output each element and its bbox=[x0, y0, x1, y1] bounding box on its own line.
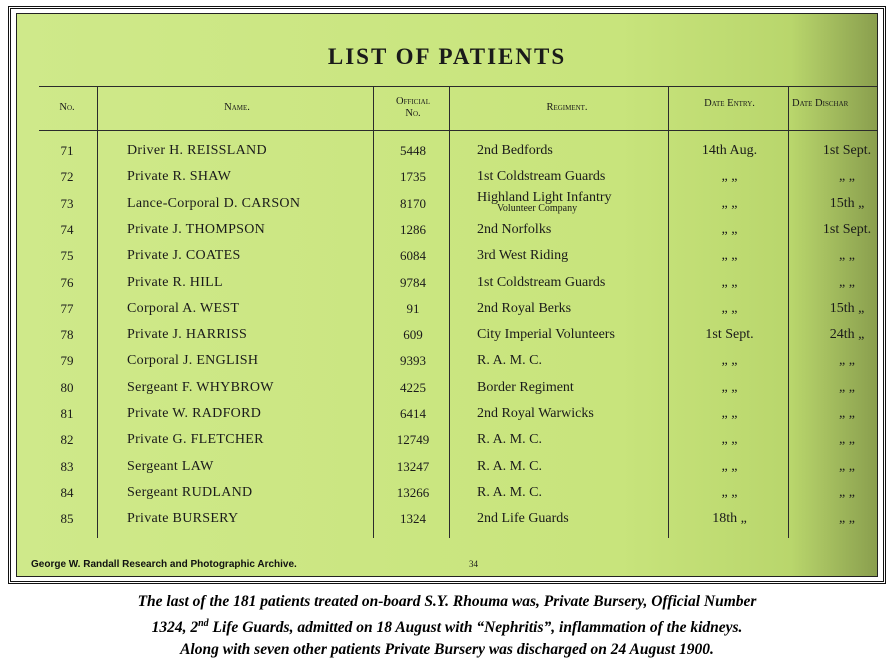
cell-date-entry: „ „ bbox=[721, 432, 738, 448]
cell-name: Lance-Corporal D. CARSON bbox=[127, 195, 301, 211]
cell-official-number: 91 bbox=[406, 300, 420, 316]
cell-regiment: R. A. M. C. bbox=[477, 458, 542, 474]
cell-name: Sergeant RUDLAND bbox=[127, 484, 253, 500]
cell-date-discharge: 1st Sept. bbox=[822, 221, 872, 237]
cell-regiment: 2nd Life Guards bbox=[477, 511, 569, 527]
cell-official-number: 4225 bbox=[400, 379, 426, 395]
header-regiment: Regiment. bbox=[546, 102, 588, 113]
cell-date-discharge: „ „ bbox=[839, 169, 855, 185]
cell-no: 84 bbox=[60, 484, 74, 500]
cell-no: 73 bbox=[60, 195, 74, 211]
cell-regiment: 2nd Royal Berks bbox=[477, 300, 572, 316]
table-row bbox=[17, 247, 877, 273]
cell-date-discharge: „ „ bbox=[839, 353, 855, 369]
cell-name: Sergeant LAW bbox=[127, 458, 214, 474]
cell-name: Private BURSERY bbox=[127, 511, 239, 527]
cell-date-entry: „ „ bbox=[721, 195, 738, 211]
table-row bbox=[17, 221, 877, 247]
cell-date-discharge: 1st Sept. bbox=[822, 143, 872, 158]
cell-name: Private R. HILL bbox=[127, 274, 223, 290]
cell-regiment: City Imperial Volunteers bbox=[477, 327, 615, 343]
cell-date-discharge: 15th „ bbox=[829, 300, 865, 316]
table-row bbox=[17, 405, 877, 431]
cell-date-entry: „ „ bbox=[721, 379, 738, 395]
cell-official-number: 5448 bbox=[400, 143, 426, 158]
cell-no: 82 bbox=[60, 432, 74, 448]
cell-no: 74 bbox=[60, 221, 74, 237]
cell-regiment: 3rd West Riding bbox=[477, 248, 569, 264]
cell-name: Sergeant F. WHYBROW bbox=[127, 379, 274, 395]
cell-official-number: 609 bbox=[403, 327, 423, 343]
header-official-line1: Official bbox=[395, 96, 431, 107]
cell-date-discharge: „ „ bbox=[839, 274, 855, 290]
cell-regiment: 2nd Royal Warwicks bbox=[477, 406, 594, 421]
cell-official-number: 8170 bbox=[400, 195, 426, 211]
cell-no: 76 bbox=[60, 274, 74, 290]
scanned-page bbox=[16, 13, 878, 577]
table-row bbox=[17, 379, 877, 405]
header-date-entry: Date Entry. bbox=[704, 98, 755, 109]
cell-date-discharge: „ „ bbox=[839, 484, 855, 500]
table-row bbox=[17, 484, 877, 510]
cell-official-number: 13266 bbox=[396, 484, 430, 500]
caption-superscript: nd bbox=[198, 618, 209, 629]
table-row bbox=[17, 510, 877, 536]
cell-date-discharge: „ „ bbox=[839, 379, 855, 395]
cell-no: 72 bbox=[60, 169, 74, 185]
cell-name: Corporal J. ENGLISH bbox=[127, 353, 259, 369]
cell-date-discharge: 15th „ bbox=[829, 195, 865, 211]
cell-official-number: 1324 bbox=[400, 511, 426, 527]
header-official bbox=[377, 96, 449, 120]
cell-no: 80 bbox=[60, 379, 74, 395]
caption-line-1: The last of the 181 patients treated on-board S.Y. Rhouma was, Private Bursery, Official Number bbox=[137, 593, 757, 610]
cell-regiment-main: Highland Light Infantry bbox=[477, 189, 612, 205]
cell-date-entry: „ „ bbox=[721, 221, 738, 237]
cell-date-entry: „ „ bbox=[721, 274, 738, 290]
cell-official-number: 9393 bbox=[400, 353, 426, 369]
photo-caption bbox=[0, 591, 894, 661]
cell-date-entry: 14th Aug. bbox=[701, 143, 758, 158]
cell-regiment: R. A. M. C. bbox=[477, 484, 542, 500]
cell-no: 78 bbox=[60, 327, 74, 343]
caption-line-2a: 1324, 2 bbox=[151, 619, 199, 637]
table-row bbox=[17, 458, 877, 484]
cell-date-entry: „ „ bbox=[721, 169, 738, 185]
header-official-line2: No. bbox=[405, 108, 421, 119]
cell-date-discharge: 24th „ bbox=[829, 327, 865, 343]
table-row bbox=[17, 274, 877, 300]
cell-no: 85 bbox=[60, 511, 74, 527]
archive-credit: George W. Randall Research and Photographic Archive. bbox=[31, 559, 297, 570]
cell-official-number: 13247 bbox=[396, 458, 430, 474]
cell-date-entry: „ „ bbox=[721, 484, 738, 500]
cell-regiment: 2nd Norfolks bbox=[477, 221, 552, 237]
header-top-rule bbox=[39, 86, 877, 87]
table-row bbox=[17, 189, 877, 221]
cell-date-discharge: „ „ bbox=[839, 406, 855, 421]
table-row bbox=[17, 352, 877, 378]
header-bottom-rule bbox=[39, 130, 877, 131]
cell-no: 83 bbox=[60, 458, 74, 474]
cell-official-number: 12749 bbox=[396, 432, 430, 448]
cell-regiment bbox=[477, 189, 612, 214]
table-row bbox=[17, 326, 877, 352]
table-row bbox=[17, 300, 877, 326]
cell-official-number: 6084 bbox=[400, 248, 426, 264]
cell-name: Private W. RADFORD bbox=[127, 406, 262, 421]
cell-no: 77 bbox=[60, 300, 74, 316]
page-title: LIST OF PATIENTS bbox=[327, 44, 567, 69]
cell-regiment: 1st Coldstream Guards bbox=[477, 274, 606, 290]
cell-date-entry: „ „ bbox=[721, 406, 738, 421]
page-number: 34 bbox=[469, 559, 478, 569]
cell-name: Private J. COATES bbox=[127, 248, 241, 264]
cell-no: 79 bbox=[60, 353, 74, 369]
cell-no: 75 bbox=[60, 248, 74, 264]
caption-line-2b: Life Guards, admitted on 18 August with “Nephritis”, inflammation of the kidneys. bbox=[208, 619, 743, 637]
header-date-discharge: Date Dischar bbox=[792, 98, 849, 109]
cell-official-number: 1735 bbox=[400, 169, 426, 185]
cell-name: Corporal A. WEST bbox=[127, 300, 240, 316]
cell-official-number: 1286 bbox=[400, 221, 426, 237]
cell-regiment: Border Regiment bbox=[477, 379, 574, 395]
cell-regiment: R. A. M. C. bbox=[477, 353, 542, 369]
table-row bbox=[17, 142, 877, 168]
document-frame bbox=[8, 6, 886, 584]
cell-no: 81 bbox=[60, 406, 74, 421]
table-row bbox=[17, 431, 877, 457]
cell-date-entry: 1st Sept. bbox=[705, 327, 754, 343]
cell-no: 71 bbox=[60, 143, 74, 158]
caption-line-2 bbox=[0, 613, 894, 639]
cell-name: Private R. SHAW bbox=[127, 169, 232, 185]
cell-date-discharge: „ „ bbox=[839, 432, 855, 448]
cell-regiment-subtitle: Volunteer Company bbox=[497, 202, 578, 214]
cell-name: Driver H. REISSLAND bbox=[127, 143, 267, 158]
cell-official-number: 9784 bbox=[400, 274, 426, 290]
cell-date-discharge: „ „ bbox=[839, 511, 855, 527]
cell-name: Private J. HARRISS bbox=[127, 327, 248, 343]
cell-date-entry: „ „ bbox=[721, 353, 738, 369]
cell-date-entry: „ „ bbox=[721, 300, 738, 316]
header-no: No. bbox=[59, 102, 75, 113]
table-row bbox=[17, 168, 877, 194]
cell-name: Private G. FLETCHER bbox=[127, 432, 264, 448]
cell-regiment: 1st Coldstream Guards bbox=[477, 169, 606, 185]
cell-date-entry: 18th „ bbox=[712, 511, 747, 527]
header-name: Name. bbox=[224, 102, 250, 113]
cell-official-number: 6414 bbox=[400, 406, 426, 421]
cell-date-discharge: „ „ bbox=[839, 248, 855, 264]
cell-date-entry: „ „ bbox=[721, 458, 738, 474]
caption-line-3: Along with seven other patients Private Bursery was discharged on 24 August 1900. bbox=[180, 641, 714, 659]
cell-name: Private J. THOMPSON bbox=[127, 221, 266, 237]
cell-regiment: R. A. M. C. bbox=[477, 432, 542, 448]
cell-regiment: 2nd Bedfords bbox=[477, 143, 553, 158]
cell-date-entry: „ „ bbox=[721, 248, 738, 264]
cell-date-discharge: „ „ bbox=[839, 458, 855, 474]
